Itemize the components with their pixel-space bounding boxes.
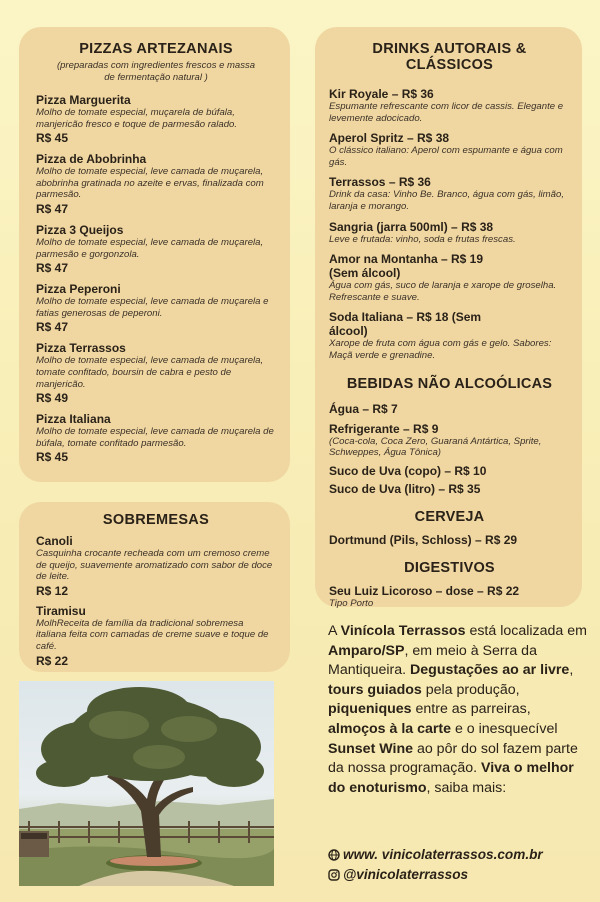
info-bold: almoços à la carte — [328, 720, 452, 737]
item-name: Pizza de Abobrinha — [36, 152, 147, 167]
sobremesas-panel — [19, 502, 290, 672]
digestivo-item: Seu Luiz Licoroso – dose – R$ 22 — [329, 583, 520, 598]
drink-description: Espumante refrescante com licor de cassis. Elegante e levemente adocicado. — [329, 101, 564, 124]
beverage-item: Suco de Uva (copo) – R$ 10 — [329, 463, 487, 478]
item-price: R$ 47 — [36, 261, 69, 276]
item-name: Tiramisu — [36, 603, 86, 618]
item-description: Molho de tomate especial, leve camada de muçarela, parmesão e gorgonzola. — [36, 236, 264, 260]
pizzas-subtitle: (preparadas com ingredientes frescos e massa de fermentação natural ) — [56, 60, 255, 83]
drink-item — [329, 87, 570, 124]
info-bold: Viva o melhor do enoturismo — [328, 760, 574, 796]
info-text: está localizada em — [465, 623, 587, 639]
info-text: e o inesquecível — [451, 720, 558, 737]
drink-name: Sangria (jarra 500ml) – R$ 38 — [329, 219, 494, 234]
website-url[interactable]: www. vinicolaterrassos.com.br — [343, 847, 543, 862]
drink-name: Aperol Spritz – R$ 38 — [329, 131, 450, 146]
menu-item — [36, 152, 276, 217]
item-price: R$ 45 — [36, 131, 69, 146]
item-description: Casquinha crocante recheada com um cremoso creme de queijo, suavemente aromatizado com sabor de doce de leite. — [36, 548, 273, 583]
drink-name: Terrassos – R$ 36 — [329, 175, 431, 190]
item-name: Pizza Peperoni — [36, 282, 121, 297]
drink-name: Kir Royale – R$ 36 — [329, 87, 434, 101]
info-text: ao pôr do sol fazem parte da nossa programação. — [328, 740, 578, 777]
info-text: , saiba mais: — [426, 779, 507, 796]
drink-item — [329, 220, 570, 246]
item-name: Pizza Terrassos — [36, 341, 126, 356]
drinks-panel — [315, 27, 582, 607]
info-bold: tours guiados — [328, 681, 422, 698]
drink-description: Água com gás, suco de laranja e xarope de groselha. Refrescante e suave. — [329, 280, 557, 303]
item-price: R$ 45 — [36, 450, 69, 465]
drink-description: O clássico italiano: Aperol com espumante e água com gás. — [329, 145, 563, 168]
menu-item — [36, 223, 276, 276]
website-link[interactable] — [328, 845, 543, 865]
item-price: R$ 49 — [36, 391, 69, 406]
info-text: , em meio à Serra da Mantiqueira. — [328, 642, 537, 679]
info-text: entre as parreiras, — [411, 701, 531, 718]
drink-description: Drink da casa: Vinho Be. Branco, água com gás, limão, laranja e morango. — [329, 189, 564, 212]
pizzas-panel — [19, 27, 290, 482]
menu-item — [36, 93, 276, 146]
item-description: MolhReceita de família da tradicional sobremesa italiana feita com camadas de creme suave e toque de café. — [36, 617, 269, 652]
beverage-item: Suco de Uva (litro) – R$ 35 — [329, 481, 481, 496]
info-bold: Vinícola Terrassos — [340, 623, 466, 639]
drink-item — [329, 175, 570, 212]
info-bold: Degustações ao ar livre — [410, 662, 570, 679]
drink-name: Amor na Montanha – R$ 19 (Sem álcool) — [329, 252, 484, 281]
item-price: R$ 47 — [36, 320, 69, 335]
item-name: Pizza Marguerita — [36, 93, 131, 107]
vineyard-tree-photo — [19, 681, 274, 886]
item-price: R$ 12 — [36, 583, 69, 598]
contact-links — [328, 845, 543, 885]
drink-item — [329, 252, 570, 303]
menu-item — [36, 412, 276, 465]
item-description: Molho de tomate especial, leve camada de muçarela, tomate confitado, boursin de cabra e pesto de manjericão. — [36, 355, 264, 390]
item-description: Molho de tomate especial, leve camada de muçarela e fatias generosas de peperoni. — [36, 296, 269, 319]
beverage-item: Refrigerante – R$ 9 — [329, 421, 439, 436]
menu-item — [36, 282, 276, 335]
info-text: A — [328, 623, 341, 639]
info-text: pela produção, — [421, 681, 520, 698]
beverage-description: (Coca-cola, Coca Zero, Guaraná Antártica, Sprite, Schweppes, Água Tônica) — [329, 435, 542, 459]
beer-item: Dortmund (Pils, Schloss) – R$ 29 — [329, 532, 518, 547]
tree-illustration — [19, 681, 274, 886]
beverage-item: Água – R$ 7 — [329, 401, 398, 416]
item-description: Molho de tomate especial, leve camada de muçarela de búfala, tomate confitado parmesão. — [36, 426, 274, 449]
menu-item — [36, 341, 276, 406]
pizzas-title: PIZZAS ARTEZANAIS — [79, 41, 233, 57]
instagram-icon — [328, 869, 340, 881]
drink-description: Xarope de fruta com água com gás e gelo. Sabores: Maçã verde e grenadine. — [329, 338, 552, 361]
info-bold: piqueniques — [328, 701, 412, 718]
item-description: Molho de tomate especial, leve camada de muçarela, abobrinha gratinada no azeite e ervas, finalizada com parmesão. — [36, 166, 264, 201]
globe-icon — [328, 849, 340, 861]
item-description: Molho de tomate especial, muçarela de búfala, manjericão fresco e toque de parmesão ralado. — [36, 107, 238, 130]
menu-item — [36, 604, 276, 669]
drink-item — [329, 131, 570, 168]
item-price: R$ 22 — [36, 653, 69, 668]
item-price: R$ 47 — [36, 201, 69, 216]
instagram-handle[interactable]: @vinicolaterrassos — [343, 867, 469, 882]
menu-item — [36, 534, 276, 599]
non-alcoholic-title: BEBIDAS NÃO ALCOÓLICAS — [346, 375, 553, 392]
drink-name: Soda Italiana – R$ 18 (Sem álcool) — [329, 310, 482, 339]
digestivo-description: Tipo Porto — [329, 597, 374, 609]
drinks-title: DRINKS AUTORAIS & CLÁSSICOS — [372, 41, 527, 73]
instagram-link[interactable] — [328, 865, 543, 885]
info-bold: Sunset Wine — [328, 740, 414, 757]
drink-item — [329, 310, 570, 361]
info-text: , — [569, 662, 574, 679]
digestivos-title: DIGESTIVOS — [404, 559, 495, 576]
info-bold: Amparo/SP — [328, 642, 405, 659]
drink-description: Leve e frutada: vinho, soda e frutas frescas. — [329, 233, 516, 245]
item-name: Pizza Italiana — [36, 412, 111, 427]
item-name: Pizza 3 Queijos — [36, 222, 124, 237]
item-name: Canoli — [36, 534, 73, 548]
sobremesas-title: SOBREMESAS — [102, 512, 210, 528]
beer-title: CERVEJA — [414, 508, 485, 525]
winery-info-text — [328, 622, 590, 798]
